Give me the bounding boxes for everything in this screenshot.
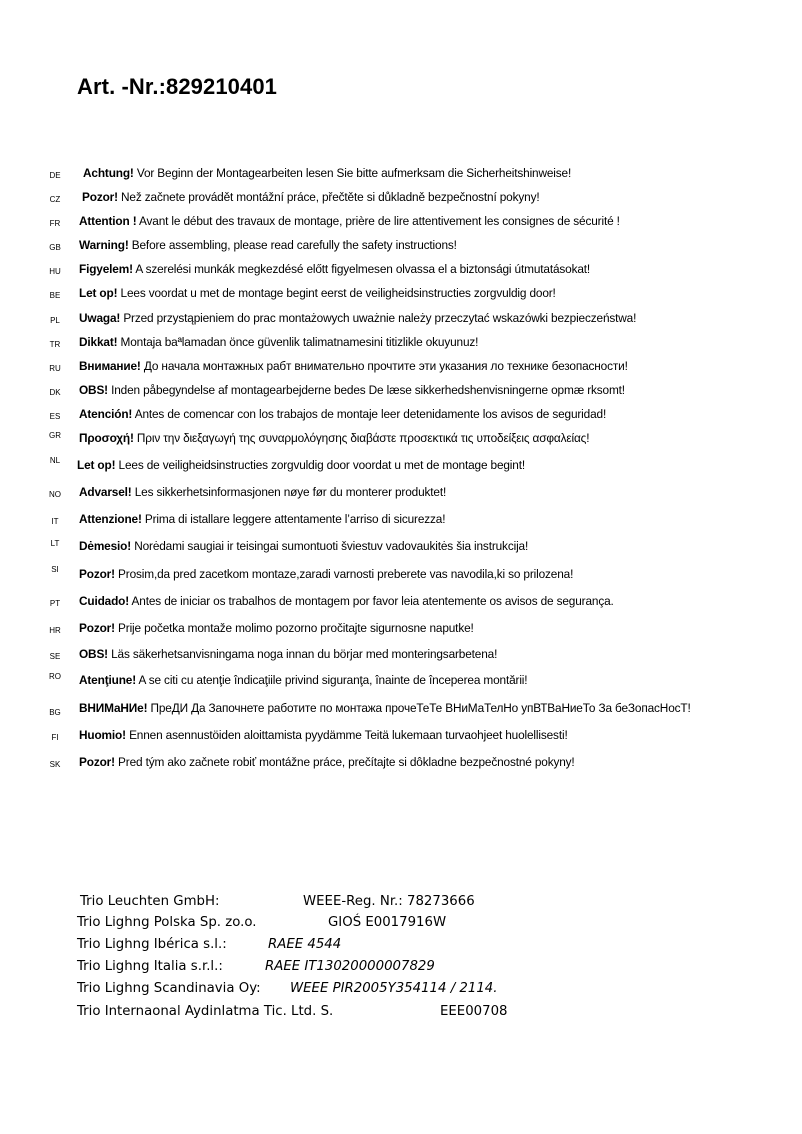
language-code: CZ: [49, 195, 61, 204]
warning-row: [0, 700, 802, 720]
warning-text: [79, 754, 575, 770]
company-name: Trio Lighng Italia s.r.l.:: [77, 959, 223, 974]
company-name: Trio Internaonal Aydinlatma Tic. Ltd. S.: [77, 1004, 334, 1019]
registration-row: [0, 892, 802, 914]
warning-text: [79, 406, 606, 422]
warning-label: Achtung!: [83, 166, 134, 180]
warning-label: Pozor!: [82, 190, 118, 204]
registration-row: [0, 979, 802, 1001]
warning-text: [79, 213, 620, 229]
warning-text: [79, 538, 528, 554]
warning-message: Les sikkerhetsinformasjonen nøye før du monterer produktet!: [131, 485, 447, 499]
warning-message: Πριν την διεξαγωγή της συναρμολόγησης διαβάστε προσεκτικά τις υποδείξεις ασφαλείας!: [133, 431, 590, 445]
warning-row: [0, 538, 802, 558]
warning-text: [77, 457, 525, 473]
language-code: RU: [49, 364, 61, 373]
registration-number: RAEE IT13020000007829: [265, 959, 435, 974]
warning-message: Lees voordat u met de montage begint eerst de veiligheidsinstructies zorgvuldig door!: [117, 286, 556, 300]
registration-row: [0, 935, 802, 957]
language-code: DE: [49, 171, 61, 180]
warning-label: Dėmesio!: [79, 539, 132, 553]
language-code: BE: [49, 291, 61, 300]
warning-label: Uwaga!: [79, 311, 121, 325]
warning-text: [79, 358, 628, 374]
warning-label: Cuidado!: [79, 594, 130, 608]
language-code: PT: [49, 599, 61, 608]
language-code: PL: [50, 316, 60, 325]
warning-label: Attention !: [79, 214, 137, 228]
warning-row: [0, 430, 802, 450]
language-code: SE: [49, 652, 61, 661]
registration-number: EEE00708: [440, 1004, 508, 1019]
warning-text: [79, 646, 497, 662]
warning-row: [0, 593, 802, 613]
warning-label: Let op!: [77, 458, 116, 472]
warning-label: Atenţiune!: [79, 673, 137, 687]
language-code: DK: [49, 388, 61, 397]
warning-label: Pozor!: [79, 567, 115, 581]
warning-row: [0, 285, 802, 305]
language-code: LT: [50, 539, 60, 548]
language-code: NL: [49, 456, 61, 465]
warning-message: Prima di istallare leggere attentamente l’arriso di sicurezza!: [141, 512, 446, 526]
warning-text: [79, 430, 589, 446]
registration-number: WEEE PIR2005Y354114 / 2114.: [290, 981, 498, 996]
warning-text: [79, 727, 568, 743]
warning-label: Внимание!: [79, 359, 141, 373]
registration-row: [0, 1002, 802, 1024]
language-code: BG: [49, 708, 61, 717]
warning-message: Lees de veiligheidsinstructies zorgvuldig door voordat u met de montage begint!: [115, 458, 526, 472]
warning-row: [0, 727, 802, 747]
company-name: Trio Lighng Ibérica s.l.:: [77, 937, 227, 952]
warning-row: [0, 237, 802, 257]
warning-text: [79, 261, 590, 277]
language-code: FR: [49, 219, 61, 228]
warning-text: [83, 165, 571, 181]
language-code: HU: [49, 267, 61, 276]
warning-text: [79, 672, 527, 688]
registration-row: [0, 913, 802, 935]
warning-message: Inden påbegyndelse af montagearbejderne bedes De læse sikkerhedshenvisningerne opmæ rksomt!: [107, 383, 625, 397]
warning-row: [0, 213, 802, 233]
warning-row: [0, 620, 802, 640]
language-code: SK: [49, 760, 61, 769]
warning-message: До начала монтажных рабт внимательно прочтите эти указания ло технике безопасности!: [140, 359, 628, 373]
warning-label: Atención!: [79, 407, 133, 421]
warning-label: Figyelem!: [79, 262, 133, 276]
warning-row: [0, 566, 802, 586]
warning-text: [79, 334, 478, 350]
warning-message: Než začnete provádět montážní práce, přečtěte si důkladně bezpečnostní pokyny!: [117, 190, 540, 204]
warning-text: [79, 285, 556, 301]
warning-message: Przed przystąpieniem do prac montażowych uważnie należy przeczytać wskazówki bezpieczeństwa!: [120, 311, 637, 325]
warning-message: Ennen asennustöiden aloittamista pyydämme Teitä lukemaan turvaohjeet huolellisesti!: [125, 728, 568, 742]
language-code: FI: [51, 733, 59, 742]
warning-row: [0, 511, 802, 531]
warning-row: [0, 310, 802, 330]
warning-row: [0, 334, 802, 354]
language-code: NO: [49, 490, 61, 499]
warning-message: Läs säkerhetsanvisningama noga innan du börjar med monteringsarbetena!: [107, 647, 498, 661]
warning-label: Warning!: [79, 238, 129, 252]
warning-label: OBS!: [79, 647, 108, 661]
warning-text: [79, 237, 457, 253]
warning-message: A szerelési munkák megkezdésé előtt figyelmesen olvassa el a biztonsági útmutatásokat!: [132, 262, 591, 276]
language-code: GB: [49, 243, 61, 252]
warning-message: A se citi cu atenţie îndicaţiile privind siguranţa, înainte de începerea montării!: [136, 673, 528, 687]
warning-message: Norėdami saugiai ir teisingai sumontuoti šviestuv vadovaukitės šia instrukcija!: [131, 539, 529, 553]
language-code: RO: [49, 672, 61, 681]
warning-row: [0, 358, 802, 378]
company-name: Trio Lighng Polska Sp. zo.o.: [77, 915, 257, 930]
warning-row: [0, 484, 802, 504]
language-code: IT: [51, 517, 59, 526]
warning-label: Pozor!: [79, 621, 115, 635]
warning-message: Avant le début des travaux de montage, prière de lire attentivement les consignes de sécurité !: [136, 214, 620, 228]
warning-message: Vor Beginn der Montagearbeiten lesen Sie bitte aufmerksam die Sicherheitshinweise!: [133, 166, 572, 180]
company-name: Trio Leuchten GmbH:: [80, 894, 220, 909]
warning-message: Prije početka montaže molimo pozorno pročitajte sigurnosne naputke!: [114, 621, 474, 635]
warning-message: Prosim,da pred zacetkom montaze,zaradi varnosti preberete vas navodila,ki so prilozena!: [114, 567, 574, 581]
warning-row: [0, 754, 802, 774]
warning-row: [0, 672, 802, 692]
warning-label: Attenzione!: [79, 512, 142, 526]
company-name: Trio Lighng Scandinavia Oy:: [77, 981, 261, 996]
registration-row: [0, 957, 802, 979]
language-code: ES: [49, 412, 61, 421]
language-code: SI: [51, 565, 59, 574]
warning-label: Let op!: [79, 286, 118, 300]
registration-number: RAEE 4544: [268, 937, 342, 952]
warning-label: Huomio!: [79, 728, 126, 742]
language-code: HR: [49, 626, 61, 635]
warning-message: Before assembling, please read carefully the safety instructions!: [128, 238, 457, 252]
warning-text: [79, 566, 573, 582]
language-code: GR: [49, 431, 61, 440]
warning-text: [79, 620, 474, 636]
warning-text: [79, 593, 614, 609]
warning-text: [79, 700, 691, 716]
registration-number: GIOŚ E0017916W: [328, 915, 447, 930]
warning-text: [79, 310, 636, 326]
warning-row: [0, 406, 802, 426]
registration-number: WEEE-Reg. Nr.: 78273666: [303, 894, 475, 909]
warning-text: [82, 189, 539, 205]
warning-row: [0, 382, 802, 402]
warning-label: Προσοχή!: [79, 431, 134, 445]
warning-row: [0, 165, 802, 185]
warning-row: [0, 457, 802, 477]
warning-row: [0, 261, 802, 281]
warning-message: ПреДИ Да Започнете работите по монтажа прочеТеТе ВНиМаТелНо упВТВаНиеТо За беЗопасНосТ!: [147, 701, 691, 715]
warning-message: Antes de iniciar os trabalhos de montagem por favor leia atentemente os avisos de segurança.: [129, 594, 614, 608]
warning-text: [79, 484, 446, 500]
warning-label: Pozor!: [79, 755, 115, 769]
warning-row: [0, 646, 802, 666]
warning-text: [79, 511, 445, 527]
warning-message: Montaja baªlamadan önce güvenlik talimatnamesini titizlikle okuyunuz!: [117, 335, 479, 349]
warning-text: [79, 382, 625, 398]
warning-label: ВНИМаНИе!: [79, 701, 148, 715]
warning-label: Advarsel!: [79, 485, 132, 499]
warning-label: OBS!: [79, 383, 108, 397]
warning-row: [0, 189, 802, 209]
language-code: TR: [49, 340, 61, 349]
article-number-title: Art. -Nr.:829210401: [77, 74, 278, 99]
warning-message: Antes de comencar con los trabajos de montaje leer detenidamente los avisos de seguridad!: [132, 407, 607, 421]
warning-message: Pred tým ako začnete robiť montážne práce, prečítajte si dôkladne bezpečnostné pokyny!: [114, 755, 575, 769]
warning-label: Dikkat!: [79, 335, 118, 349]
